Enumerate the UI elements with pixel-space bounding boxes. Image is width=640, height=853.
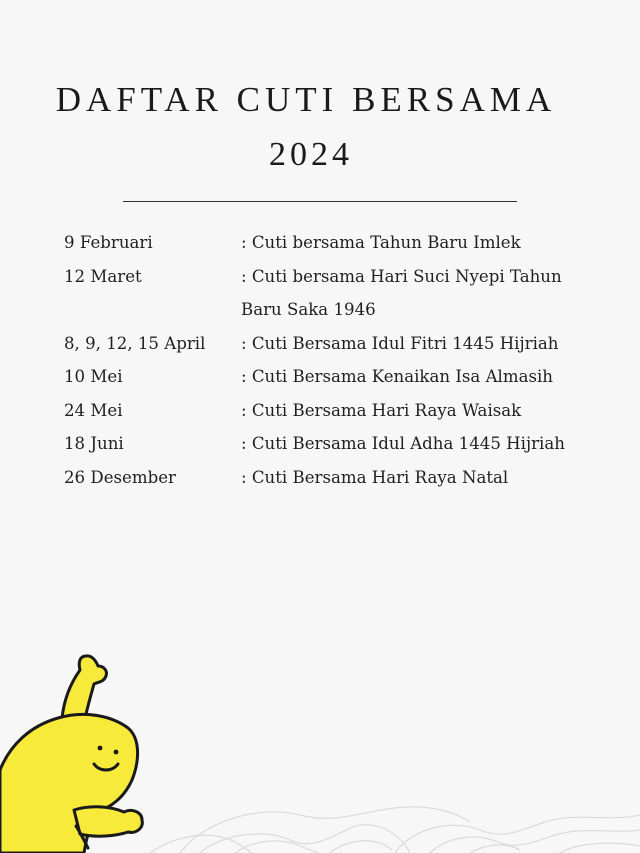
holiday-description: : Cuti Bersama Hari Raya Natal bbox=[241, 467, 509, 487]
holiday-description: : Cuti bersama Tahun Baru Imlek bbox=[241, 233, 521, 252]
holiday-description: : Cuti Bersama Idul Adha 1445 Hijriah bbox=[241, 434, 565, 453]
holiday-description: : Cuti Bersama Idul Fitri 1445 Hijriah bbox=[241, 333, 559, 353]
holiday-description: : Cuti Bersama Hari Raya Waisak bbox=[241, 400, 522, 420]
holiday-description: : Cuti bersama Hari Suci Nyepi Tahun Baru Saka 1946 bbox=[241, 266, 562, 319]
holiday-date: 24 Mei bbox=[64, 400, 123, 420]
holiday-date: 8, 9, 12, 15 April bbox=[64, 333, 206, 353]
page-title: DAFTAR CUTI BERSAMA bbox=[55, 80, 557, 119]
holiday-date: 9 Februari bbox=[64, 233, 153, 252]
mascot-character bbox=[0, 0, 200, 853]
holiday-date: 18 Juni bbox=[64, 434, 124, 453]
holiday-date: 10 Mei bbox=[64, 367, 123, 386]
holiday-date: 26 Desember bbox=[64, 467, 176, 487]
holiday-description: : Cuti Bersama Kenaikan Isa Almasih bbox=[241, 367, 553, 386]
holiday-date: 12 Maret bbox=[64, 266, 142, 286]
page-title-year: 2024 bbox=[269, 136, 353, 173]
